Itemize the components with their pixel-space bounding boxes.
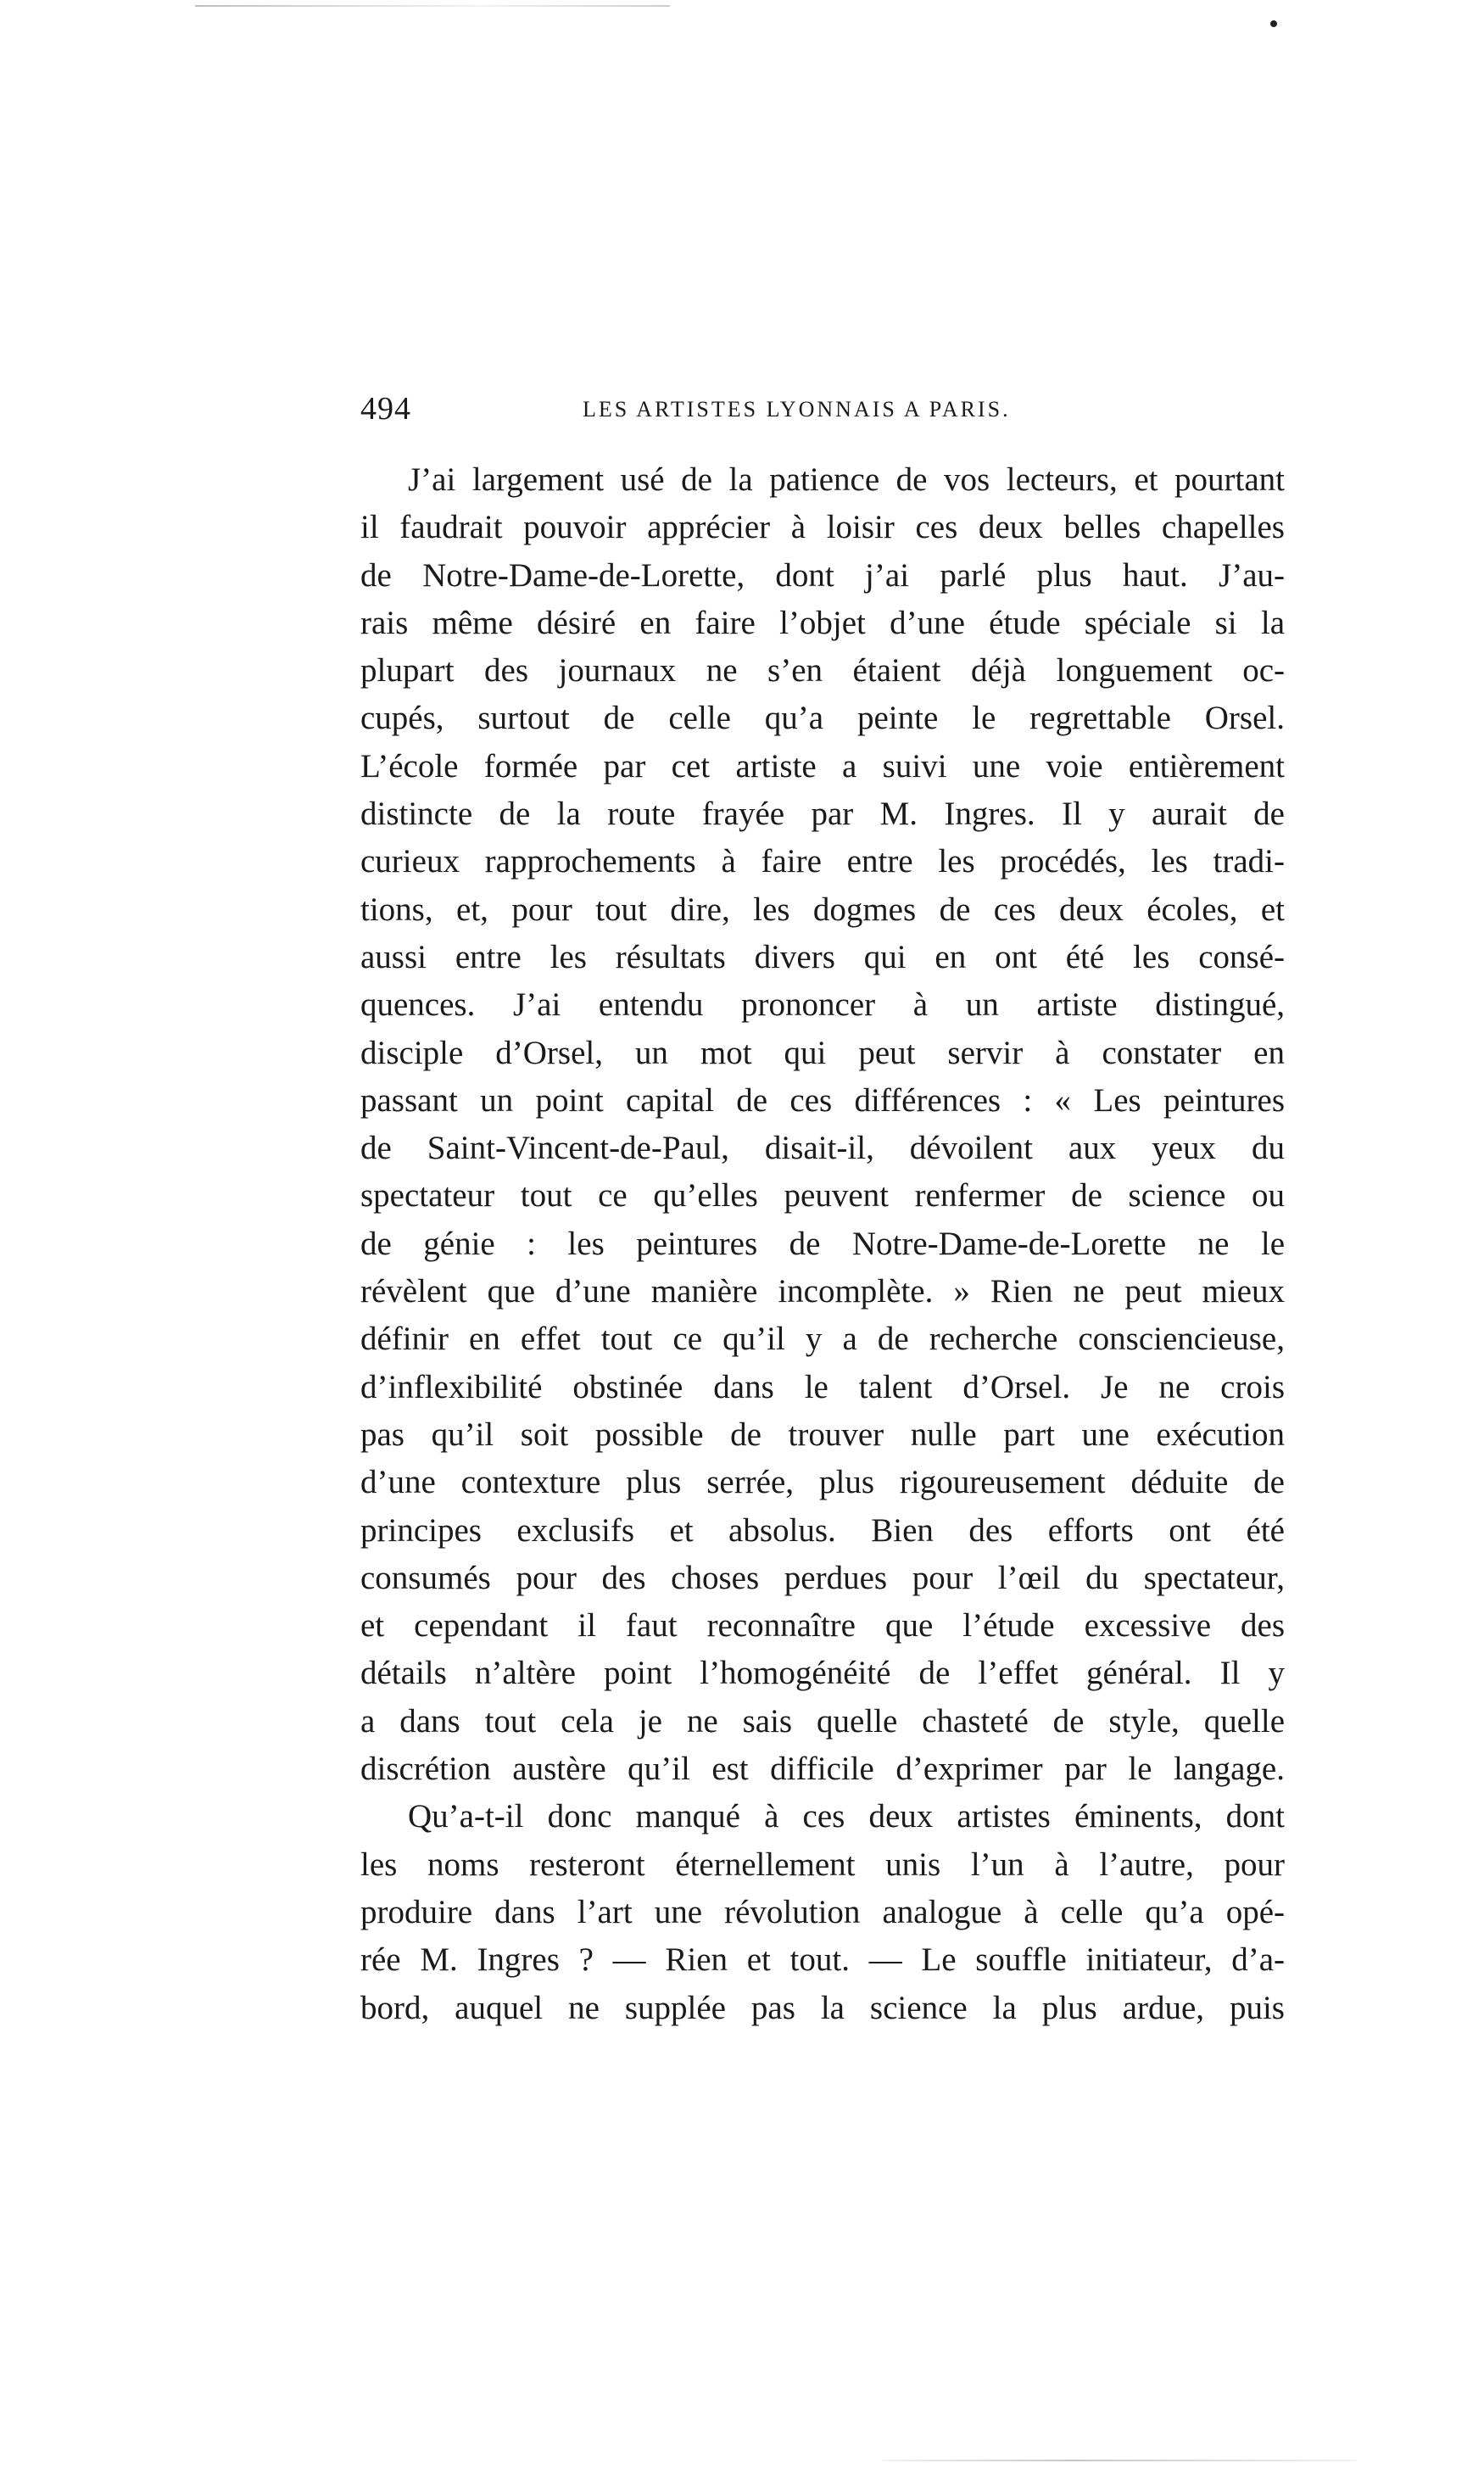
text-line: les noms resteront éternellement unis l’un à l’autre, pour [360,1846,1285,1883]
text-line: Qu’a-t-il donc manqué à ces deux artistes éminents, dont [408,1798,1285,1835]
text-line: d’une contexture plus serrée, plus rigoureusement déduite de [360,1464,1285,1501]
text-line: a dans tout cela je ne sais quelle chasteté de style, quelle [360,1702,1285,1740]
page-number: 494 [360,391,411,427]
running-head [360,390,1285,427]
text-line: rée M. Ingres ? — Rien et tout. — Le souffle initiateur, d’a- [360,1941,1285,1979]
text-line: de Notre-Dame-de-Lorette, dont j’ai parlé plus haut. J’au- [360,556,1285,594]
text-line: consumés pour des choses perdues pour l’œil du spectateur, [360,1559,1285,1596]
text-line: passant un point capital de ces différences : « Les peintures [360,1081,1285,1119]
text-line: détails n’altère point l’homogénéité de l’effet général. Il y [360,1655,1285,1692]
text-line: principes exclusifs et absolus. Bien des efforts ont été [360,1511,1285,1549]
text-line: tions, et, pour tout dire, les dogmes de ces deux écoles, et [360,891,1285,928]
text-line: pas qu’il soit possible de trouver nulle part une exécution [360,1416,1285,1453]
text-line: et cependant il faut reconnaître que l’étude excessive des [360,1607,1285,1645]
scan-artifact-bottom [882,2460,1357,2461]
text-line: produire dans l’art une révolution analogue à celle qu’a opé- [360,1893,1285,1930]
text-line: aussi entre les résultats divers qui en ont été les consé- [360,938,1285,975]
text-line: rais même désiré en faire l’objet d’une étude spéciale si la [360,604,1285,641]
text-line: révèlent que d’une manière incomplète. » Rien ne peut mieux [360,1273,1285,1310]
text-line: d’inflexibilité obstinée dans le talent d’Orsel. Je ne crois [360,1368,1285,1405]
text-line: de génie : les peintures de Notre-Dame-de-Lorette ne le [360,1225,1285,1262]
running-title: LES ARTISTES LYONNAIS A PARIS. [583,397,1011,422]
text-line: disciple d’Orsel, un mot qui peut servir à constater en [360,1034,1285,1071]
text-line: de Saint-Vincent-de-Paul, disait-il, dévoilent aux yeux du [360,1130,1285,1167]
scan-artifact-dot [1270,20,1277,27]
text-line: définir en effet tout ce qu’il y a de recherche consciencieuse, [360,1321,1285,1358]
paragraph-1 [360,456,1285,1793]
text-line: quences. J’ai entendu prononcer à un artiste distingué, [360,986,1285,1024]
text-line: cupés, surtout de celle qu’a peinte le regrettable Orsel. [360,700,1285,737]
text-line: distincte de la route frayée par M. Ingres. Il y aurait de [360,796,1285,833]
text-line: spectateur tout ce qu’elles peuvent renfermer de science ou [360,1177,1285,1215]
text-line: L’école formée par cet artiste a suivi une voie entièrement [360,747,1285,785]
text-line: il faudrait pouvoir apprécier à loisir ces deux belles chapelles [360,509,1285,546]
text-line: J’ai largement usé de la patience de vos lecteurs, et pourtant [408,461,1285,498]
body-text [360,456,1285,2032]
paragraph-2 [360,1793,1285,2031]
text-line: discrétion austère qu’il est difficile d’exprimer par le langage. [360,1751,1285,1788]
scan-artifact-top [195,5,670,7]
text-line: plupart des journaux ne s’en étaient déjà longuement oc- [360,652,1285,690]
text-line: bord, auquel ne supplée pas la science la plus ardue, puis [360,1989,1285,2026]
text-line: curieux rapprochements à faire entre les procédés, les tradi- [360,843,1285,880]
